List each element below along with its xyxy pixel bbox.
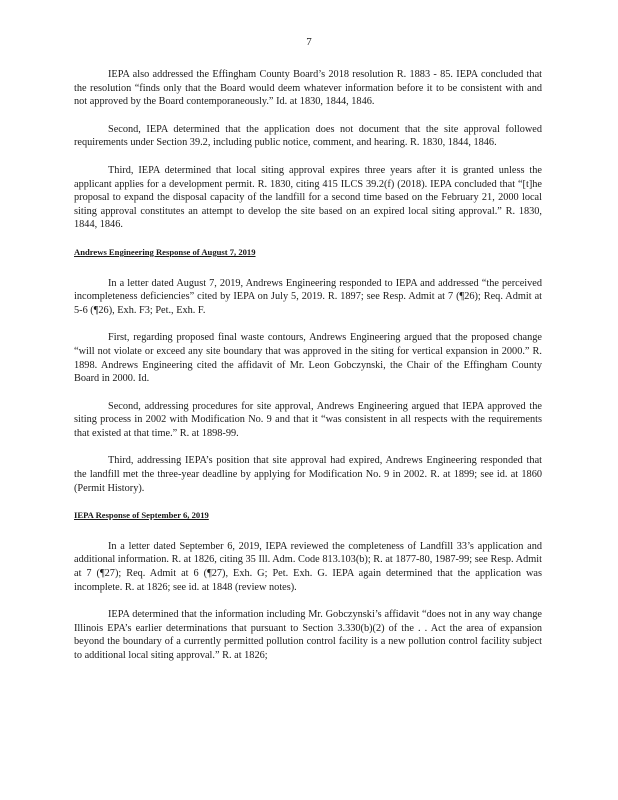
paragraph-iepa-letter: In a letter dated September 6, 2019, IEPA reviewed the completeness of Landfill 33’s application and additional information. R. at 1826, citing 35 Ill. Adm. Code 813.103(b); R. at 1877-80, 1987-99; see Resp. Admit at 7 (¶27); Req. Admit at 6 (¶27), Exh. G; Pet. Exh. G. IEPA again determined that the application was incomplete. R. at 1826; see id. at 1848 (review notes). — [74, 540, 542, 593]
page-number: 7 — [306, 36, 312, 48]
document-body — [74, 68, 542, 677]
paragraph-three-year-deadline: Third, addressing IEPA’s position that site approval had expired, Andrews Engineering responded that the landfill met the three-year deadline by applying for Modification No. 9 in 2002. R. at 1899; see id. at 1860 (Permit History). — [74, 455, 542, 494]
paragraph-section-39-2: Second, IEPA determined that the application does not document that the site approval followed requirements under Section 39.2, including public notice, comment, and hearing. R. 1830, 1844, 1846. — [74, 123, 542, 149]
paragraph-waste-contours: First, regarding proposed final waste contours, Andrews Engineering argued that the proposed change “will not violate or exceed any site boundary that was approved in the siting for vertical expansion in 2000.” R. 1898. Andrews Engineering cited the affidavit of Mr. Leon Gobczynski, the Chair of the Effingham County Board in 2000. Id. — [74, 332, 542, 385]
paragraph-andrews-letter: In a letter dated August 7, 2019, Andrews Engineering responded to IEPA and addressed “the perceived incompleteness deficiencies” cited by IEPA on July 5, 2019. R. 1897; see Resp. Admit at 7 (¶26); Req. Admit at 5-6 (¶26), Exh. F3; Pet., Exh. F. — [74, 277, 542, 316]
paragraph-gobczynski-affidavit: IEPA determined that the information including Mr. Gobczynski’s affidavit “does not in any way change Illinois EPA’s earlier determinations that pursuant to Section 3.330(b)(2) of the . . Act the area of expansion beyond the boundary of a currently permitted pollution control facility is a new pollution control facility subject to additional local siting approval.” R. at 1826; — [74, 609, 542, 661]
section-heading-andrews-response: Andrews Engineering Response of August 7, 2019 — [74, 246, 256, 257]
paragraph-site-approval-procedures: Second, addressing procedures for site approval, Andrews Engineering argued that IEPA approved the siting process in 2002 with Modification No. 9 and that it “was consistent in all respects with the requirements that existed at that time.” R. at 1898-99. — [74, 400, 542, 439]
paragraph-expired-approval: Third, IEPA determined that local siting approval expires three years after it is granted unless the applicant applies for a development permit. R. 1830, citing 415 ILCS 39.2(f) (2018). IEPA concluded that “[t]he proposal to expand the disposal capacity of the landfill for a second time based on the February 21, 2000 local siting approval constitutes an attempt to develop the site based on an expired local siting approval.” R. 1830, 1844, 1846. — [74, 164, 542, 231]
paragraph-county-resolution: IEPA also addressed the Effingham County Board’s 2018 resolution R. 1883 - 85. IEPA concluded that the resolution “finds only that the Board would deem whatever information before it to be consistent with and not approved by the Board contemporaneously.” Id. at 1830, 1844, 1846. — [74, 69, 542, 108]
section-heading-iepa-response: IEPA Response of September 6, 2019 — [74, 510, 209, 521]
